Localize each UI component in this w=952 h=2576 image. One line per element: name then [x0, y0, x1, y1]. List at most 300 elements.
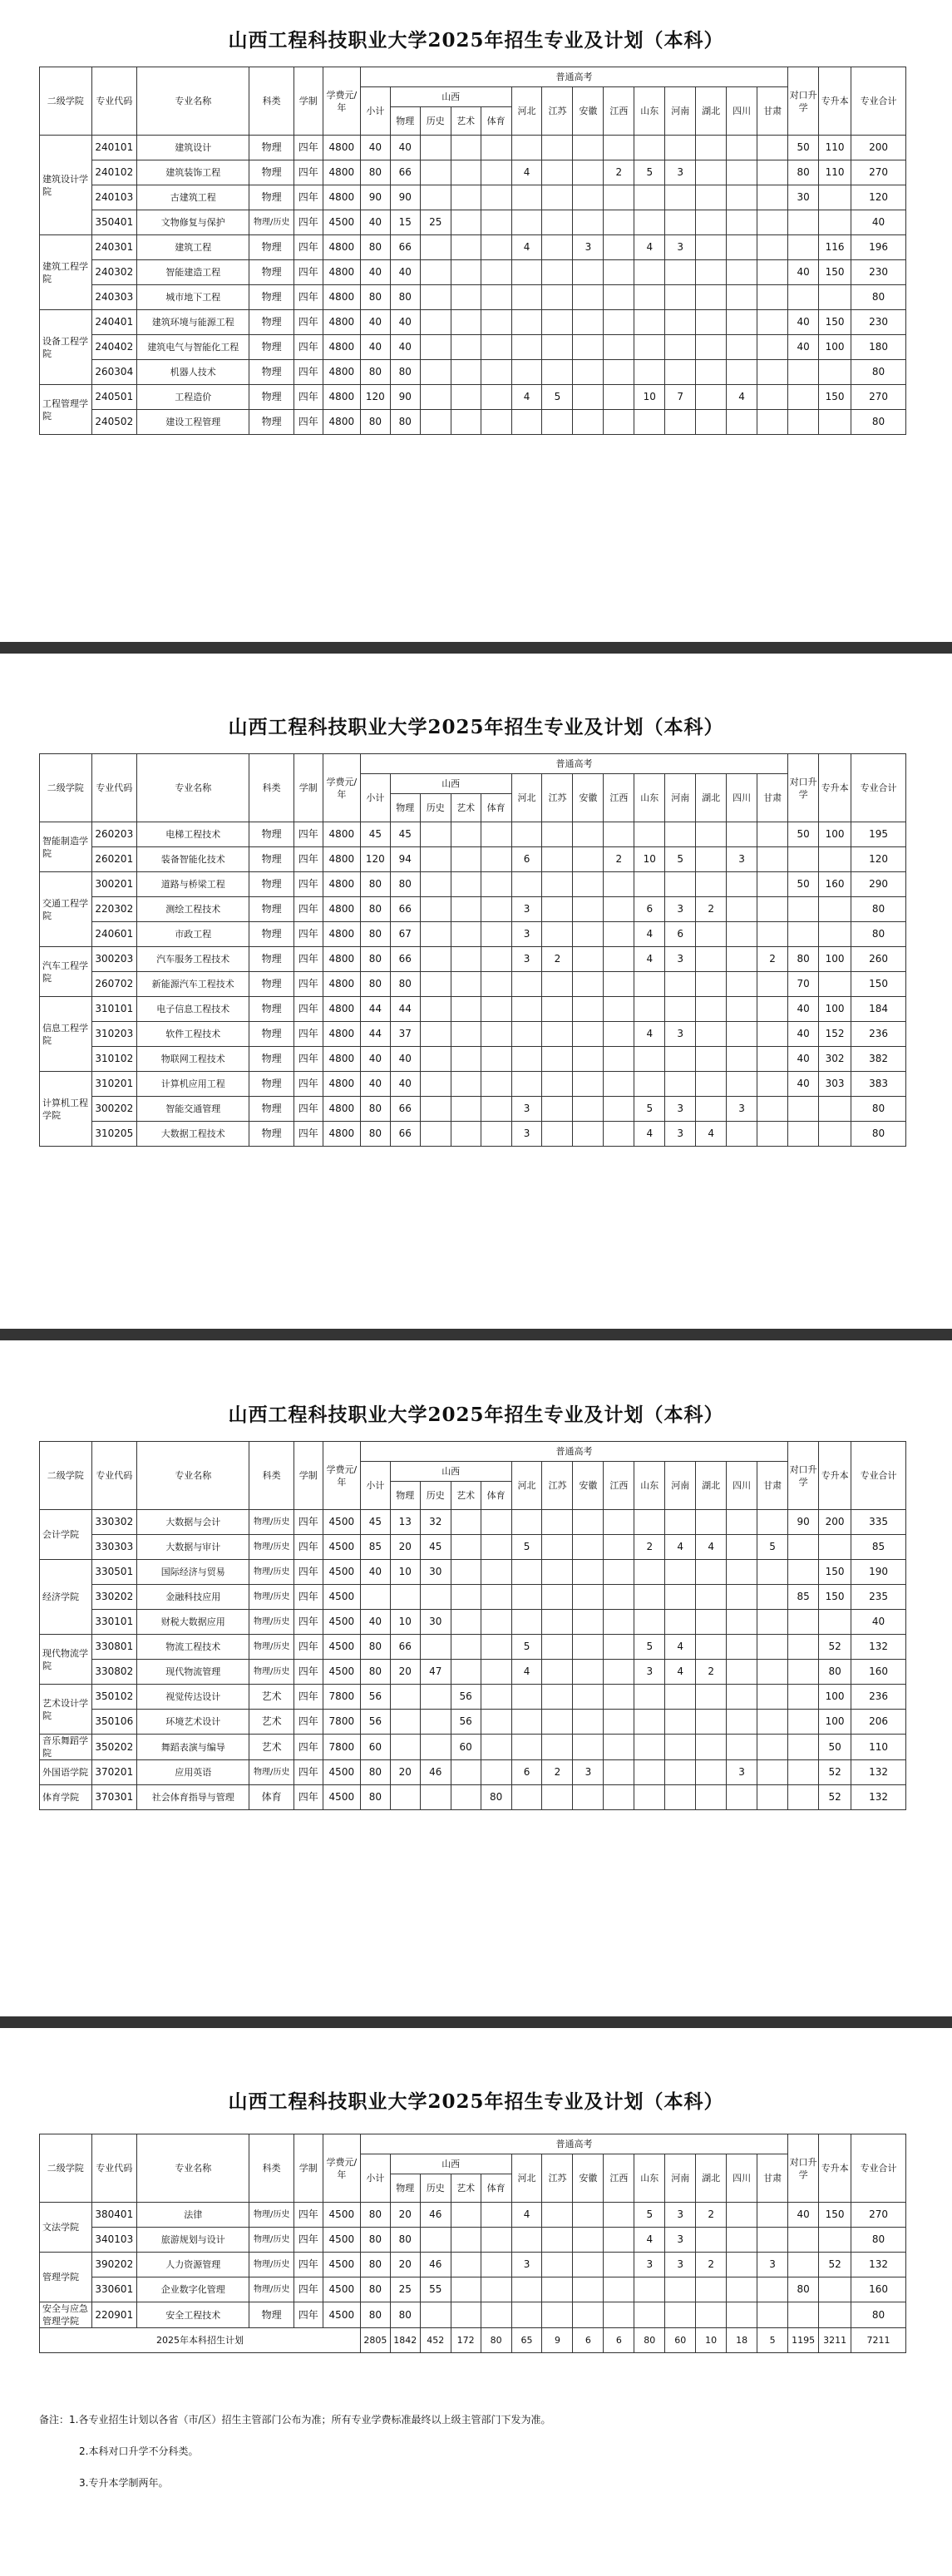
table-cell: 40: [788, 310, 819, 335]
college-cell: 外国语学院: [40, 1760, 92, 1785]
table-cell: [451, 310, 481, 335]
col-subtotal: 小计: [360, 87, 390, 136]
table-cell: [604, 385, 634, 410]
table-cell: [420, 1710, 451, 1735]
table-cell: [727, 160, 757, 185]
table-cell: [604, 1535, 634, 1560]
table-cell: [788, 410, 819, 435]
col-province: 江西: [604, 1462, 634, 1510]
table-cell: 206: [851, 1710, 906, 1735]
table-cell: [757, 1685, 788, 1710]
table-cell: [788, 1760, 819, 1785]
table-cell: [819, 2228, 851, 2253]
table-cell: [542, 1685, 573, 1710]
table-cell: 45: [360, 822, 390, 847]
table-cell: [604, 872, 634, 897]
table-cell: 40: [851, 210, 906, 235]
table-cell: [481, 947, 511, 972]
table-cell: [819, 1122, 851, 1147]
header-row: [40, 1442, 906, 1462]
table-cell: 10: [390, 1560, 420, 1585]
table-cell: [634, 2277, 665, 2302]
table-cell: [451, 1585, 481, 1610]
table-cell: [420, 285, 451, 310]
table-cell: [451, 972, 481, 997]
table-cell: [696, 2302, 727, 2328]
table-cell: [757, 285, 788, 310]
table-cell: 物理: [249, 260, 293, 285]
table-cell: 80: [360, 285, 390, 310]
table-cell: [573, 972, 604, 997]
col-physics: 物理: [390, 107, 420, 136]
col-subject: 科类: [249, 67, 293, 136]
table-cell: 240302: [91, 260, 136, 285]
table-cell: [727, 1072, 757, 1097]
table-cell: 4500: [323, 210, 360, 235]
total-cell: 65: [511, 2328, 542, 2353]
table-cell: 物理: [249, 410, 293, 435]
table-cell: [696, 1585, 727, 1610]
table-cell: [727, 997, 757, 1022]
table-cell: [420, 235, 451, 260]
table-cell: 4500: [323, 1585, 360, 1610]
table-cell: 20: [390, 1660, 420, 1685]
table-cell: 物理: [249, 1122, 293, 1147]
col-province: 甘肃: [757, 2154, 788, 2203]
table-cell: 340103: [91, 2228, 136, 2253]
table-cell: 80: [360, 1122, 390, 1147]
table-row: [40, 285, 906, 310]
table-cell: [420, 822, 451, 847]
table-cell: [819, 1535, 851, 1560]
table-row: [40, 185, 906, 210]
table-cell: 2: [604, 847, 634, 872]
table-cell: [727, 1585, 757, 1610]
table-cell: 安全工程技术: [137, 2302, 249, 2328]
table-cell: 物理: [249, 847, 293, 872]
table-cell: 人力资源管理: [137, 2253, 249, 2277]
table-cell: 66: [390, 897, 420, 922]
table-row: [40, 1072, 906, 1097]
college-cell: 经济学院: [40, 1560, 92, 1635]
table-cell: 四年: [293, 260, 323, 285]
col-history: 历史: [420, 794, 451, 822]
college-cell: 设备工程学院: [40, 310, 92, 385]
table-cell: [757, 410, 788, 435]
table-cell: [420, 2228, 451, 2253]
table-cell: 37: [390, 1022, 420, 1047]
table-cell: [727, 2203, 757, 2228]
col-province: 河南: [665, 2154, 696, 2203]
table-cell: 80: [360, 410, 390, 435]
college-cell: 信息工程学院: [40, 997, 92, 1072]
table-cell: 4800: [323, 947, 360, 972]
table-cell: 4800: [323, 360, 360, 385]
table-cell: 四年: [293, 1047, 323, 1072]
table-cell: [604, 360, 634, 385]
table-cell: [420, 872, 451, 897]
table-cell: 300203: [91, 947, 136, 972]
table-cell: [757, 997, 788, 1022]
table-row: [40, 2203, 906, 2228]
table-cell: [481, 1710, 511, 1735]
table-cell: 56: [451, 1710, 481, 1735]
table-cell: [573, 1510, 604, 1535]
table-cell: 视觉传达设计: [137, 1685, 249, 1710]
col-general: 普通高考: [360, 2134, 787, 2154]
table-cell: [665, 872, 696, 897]
table-cell: 220901: [91, 2302, 136, 2328]
table-cell: [573, 2253, 604, 2277]
college-cell: 艺术设计学院: [40, 1685, 92, 1735]
table-cell: [542, 1660, 573, 1685]
table-cell: [420, 1072, 451, 1097]
table-cell: 382: [851, 1047, 906, 1072]
table-cell: 230: [851, 310, 906, 335]
table-cell: 50: [788, 872, 819, 897]
table-cell: 建筑电气与智能化工程: [137, 335, 249, 360]
table-cell: 4800: [323, 185, 360, 210]
table-cell: 4500: [323, 1535, 360, 1560]
table-cell: 160: [851, 2277, 906, 2302]
table-cell: 132: [851, 1785, 906, 1810]
table-cell: 350102: [91, 1685, 136, 1710]
col-zhuanshengben: 专升本: [819, 2134, 851, 2203]
col-code: 专业代码: [91, 754, 136, 822]
col-art: 艺术: [451, 1482, 481, 1510]
table-cell: [481, 285, 511, 310]
table-cell: 310203: [91, 1022, 136, 1047]
table-cell: [511, 1047, 542, 1072]
col-sports: 体育: [481, 107, 511, 136]
table-cell: [604, 972, 634, 997]
table-cell: [420, 260, 451, 285]
table-cell: 40: [360, 136, 390, 160]
table-cell: [451, 1510, 481, 1535]
table-cell: [634, 310, 665, 335]
table-cell: 184: [851, 997, 906, 1022]
note-line: 3.专升本学制两年。: [79, 2477, 169, 2489]
table-cell: [665, 1785, 696, 1810]
table-cell: [604, 1760, 634, 1785]
table-cell: [788, 1635, 819, 1660]
table-cell: [481, 1610, 511, 1635]
table-cell: 物理: [249, 285, 293, 310]
table-cell: [727, 285, 757, 310]
table-cell: [451, 235, 481, 260]
table-cell: [696, 285, 727, 310]
college-cell: 会计学院: [40, 1510, 92, 1560]
table-cell: 94: [390, 847, 420, 872]
table-cell: 80: [851, 285, 906, 310]
table-cell: 物理/历史: [249, 1535, 293, 1560]
table-cell: 46: [420, 2203, 451, 2228]
table-cell: [604, 260, 634, 285]
col-province: 江西: [604, 2154, 634, 2203]
table-cell: 四年: [293, 160, 323, 185]
table-cell: 40: [788, 2203, 819, 2228]
table-cell: [757, 1585, 788, 1610]
table-cell: [511, 1785, 542, 1810]
table-cell: 335: [851, 1510, 906, 1535]
table-cell: 80: [360, 1097, 390, 1122]
table-row: [40, 822, 906, 847]
table-cell: 66: [390, 1635, 420, 1660]
table-cell: 160: [851, 1660, 906, 1685]
table-cell: 44: [360, 997, 390, 1022]
table-cell: 220302: [91, 897, 136, 922]
table-cell: [757, 1710, 788, 1735]
table-cell: [788, 1535, 819, 1560]
table-cell: 47: [420, 1660, 451, 1685]
table-cell: [511, 1710, 542, 1735]
table-cell: 13: [390, 1510, 420, 1535]
table-cell: 4500: [323, 1660, 360, 1685]
table-cell: 80: [360, 2203, 390, 2228]
col-province: 江西: [604, 87, 634, 136]
table-cell: [542, 1610, 573, 1635]
table-cell: 100: [819, 1685, 851, 1710]
table-cell: [511, 1022, 542, 1047]
table-cell: 物理: [249, 360, 293, 385]
table-cell: 120: [360, 385, 390, 410]
table-cell: [819, 2277, 851, 2302]
table-cell: 52: [819, 1785, 851, 1810]
table-cell: 5: [634, 1635, 665, 1660]
table-cell: [727, 136, 757, 160]
table-cell: [757, 185, 788, 210]
table-cell: [573, 1685, 604, 1710]
table-cell: [481, 1635, 511, 1660]
table-cell: 四年: [293, 1710, 323, 1735]
table-cell: [604, 1097, 634, 1122]
table-cell: 2: [757, 947, 788, 972]
table-cell: [542, 360, 573, 385]
table-cell: 6: [511, 847, 542, 872]
table-cell: [788, 1097, 819, 1122]
table-cell: [451, 897, 481, 922]
col-duration: 学制: [293, 754, 323, 822]
table-cell: [481, 1685, 511, 1710]
table-cell: 240502: [91, 410, 136, 435]
table-cell: [481, 1660, 511, 1685]
table-cell: 财税大数据应用: [137, 1610, 249, 1635]
table-cell: [788, 1122, 819, 1147]
table-cell: 物理: [249, 1097, 293, 1122]
table-cell: [573, 1585, 604, 1610]
col-province: 河南: [665, 774, 696, 822]
table-cell: 6: [665, 922, 696, 947]
table-cell: [665, 260, 696, 285]
table-cell: 56: [360, 1685, 390, 1710]
table-cell: 4: [696, 1535, 727, 1560]
table-row: [40, 1660, 906, 1685]
table-cell: [819, 897, 851, 922]
col-province: 河北: [511, 87, 542, 136]
table-cell: 46: [420, 2253, 451, 2277]
col-shanxi: 山西: [390, 1462, 511, 1482]
table-cell: 330501: [91, 1560, 136, 1585]
table-cell: [757, 136, 788, 160]
table-row: [40, 872, 906, 897]
table-cell: 道路与桥梁工程: [137, 872, 249, 897]
table-cell: [727, 1785, 757, 1810]
table-cell: [420, 847, 451, 872]
table-cell: 80: [360, 947, 390, 972]
table-cell: [727, 872, 757, 897]
table-cell: [542, 897, 573, 922]
table-cell: [511, 185, 542, 210]
table-cell: [696, 1510, 727, 1535]
table-cell: 5: [542, 385, 573, 410]
table-cell: [604, 410, 634, 435]
table-row: [40, 136, 906, 160]
table-cell: [819, 2302, 851, 2328]
total-cell: 2805: [360, 2328, 390, 2353]
table-row: [40, 1735, 906, 1760]
table-cell: 150: [851, 972, 906, 997]
table-cell: 3: [511, 922, 542, 947]
table-cell: [727, 1560, 757, 1585]
table-cell: 290: [851, 872, 906, 897]
table-cell: 66: [390, 160, 420, 185]
table-cell: [634, 335, 665, 360]
table-cell: 四年: [293, 1685, 323, 1710]
table-cell: [542, 210, 573, 235]
table-cell: 四年: [293, 410, 323, 435]
table-cell: [819, 1610, 851, 1635]
table-cell: 四年: [293, 235, 323, 260]
table-cell: 40: [788, 1072, 819, 1097]
table-cell: [511, 310, 542, 335]
table-row: [40, 235, 906, 260]
table-cell: [757, 1610, 788, 1635]
table-cell: 32: [420, 1510, 451, 1535]
total-cell: 172: [451, 2328, 481, 2353]
table-cell: 330601: [91, 2277, 136, 2302]
table-cell: 110: [851, 1735, 906, 1760]
table-cell: [451, 335, 481, 360]
table-cell: [788, 1685, 819, 1710]
table-cell: [757, 1122, 788, 1147]
table-cell: 110: [819, 136, 851, 160]
table-cell: [451, 185, 481, 210]
table-cell: 52: [819, 1635, 851, 1660]
table-cell: 4: [634, 235, 665, 260]
table-cell: [696, 2277, 727, 2302]
table-cell: 240401: [91, 310, 136, 335]
table-cell: 4800: [323, 136, 360, 160]
table-cell: [451, 922, 481, 947]
page-divider: [0, 2016, 952, 2028]
col-total: 专业合计: [851, 2134, 906, 2203]
table-cell: [604, 235, 634, 260]
table-cell: 80: [788, 947, 819, 972]
total-cell: 60: [665, 2328, 696, 2353]
table-cell: [696, 1710, 727, 1735]
table-cell: [573, 1610, 604, 1635]
table-cell: 4500: [323, 1560, 360, 1585]
col-subtotal: 小计: [360, 1462, 390, 1510]
table-cell: 52: [819, 1760, 851, 1785]
col-duikou: 对口升学: [788, 1442, 819, 1510]
table-cell: 40: [390, 335, 420, 360]
table-cell: 15: [390, 210, 420, 235]
table-cell: 4800: [323, 1097, 360, 1122]
college-cell: 建筑设计学院: [40, 136, 92, 235]
table-cell: 55: [420, 2277, 451, 2302]
table-cell: [696, 1610, 727, 1635]
table-cell: [757, 1735, 788, 1760]
table-cell: 80: [360, 1635, 390, 1660]
table-cell: 380401: [91, 2203, 136, 2228]
table-cell: 302: [819, 1047, 851, 1072]
table-cell: 80: [360, 897, 390, 922]
table-cell: 四年: [293, 947, 323, 972]
col-subject: 科类: [249, 1442, 293, 1510]
table-row: [40, 2277, 906, 2302]
table-cell: 100: [819, 822, 851, 847]
table-cell: 4: [511, 385, 542, 410]
table-cell: 44: [390, 997, 420, 1022]
table-cell: 80: [360, 872, 390, 897]
table-cell: 4: [665, 1635, 696, 1660]
table-cell: 四年: [293, 1610, 323, 1635]
table-cell: 330303: [91, 1535, 136, 1560]
table-cell: [481, 235, 511, 260]
table-cell: 180: [851, 335, 906, 360]
table-cell: 4800: [323, 822, 360, 847]
table-cell: 200: [851, 136, 906, 160]
col-province: 湖北: [696, 87, 727, 136]
table-cell: [696, 1560, 727, 1585]
table-cell: 3: [757, 2253, 788, 2277]
table-cell: [573, 160, 604, 185]
table-cell: [604, 2253, 634, 2277]
college-cell: 文法学院: [40, 2203, 92, 2253]
col-fee: 学费元/年: [323, 754, 360, 822]
table-cell: [634, 1560, 665, 1585]
col-zhuanshengben: 专升本: [819, 754, 851, 822]
table-cell: 7800: [323, 1685, 360, 1710]
table-cell: [634, 1610, 665, 1635]
table-cell: 240402: [91, 335, 136, 360]
table-cell: 四年: [293, 310, 323, 335]
table-cell: 建筑环境与能源工程: [137, 310, 249, 335]
table-cell: 四年: [293, 1760, 323, 1785]
table-cell: 383: [851, 1072, 906, 1097]
table-cell: [573, 1560, 604, 1585]
table-cell: 四年: [293, 1785, 323, 1810]
col-province: 甘肃: [757, 774, 788, 822]
table-cell: [696, 1097, 727, 1122]
table-row: [40, 1685, 906, 1710]
table-cell: 文物修复与保护: [137, 210, 249, 235]
table-cell: 150: [819, 310, 851, 335]
table-cell: 6: [511, 1760, 542, 1785]
table-cell: 260203: [91, 822, 136, 847]
table-cell: 85: [360, 1535, 390, 1560]
table-cell: [511, 1560, 542, 1585]
table-cell: 40: [360, 335, 390, 360]
table-cell: [788, 2228, 819, 2253]
table-cell: 3: [665, 235, 696, 260]
table-cell: [420, 335, 451, 360]
table-cell: 体育: [249, 1785, 293, 1810]
col-zhuanshengben: 专升本: [819, 1442, 851, 1510]
table-cell: 80: [851, 897, 906, 922]
table-cell: [665, 1560, 696, 1585]
